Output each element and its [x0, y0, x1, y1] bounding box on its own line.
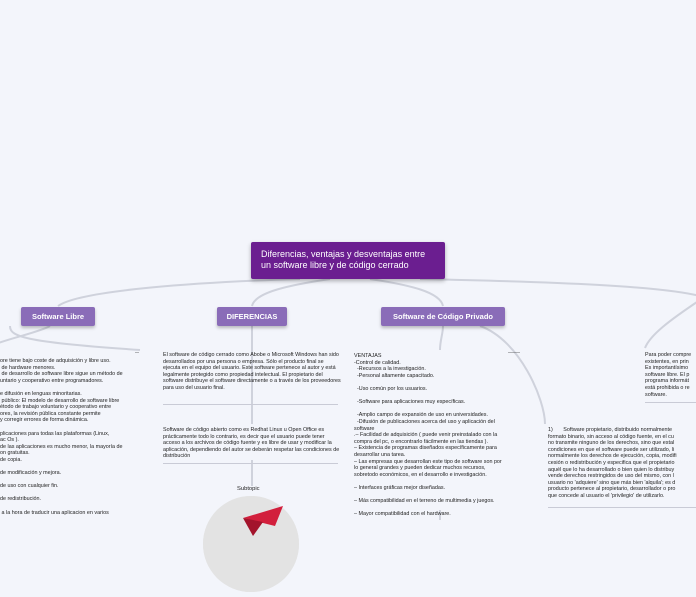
right-note-1-underline — [645, 402, 696, 403]
link-libre-left — [0, 326, 50, 346]
branch-software-libre[interactable] — [21, 307, 95, 326]
libre-ventajas-note: ore tiene bajo coste de adquisición y libre uso. de hardware menores. de desarrollo de software libre sigue un método de untario y cooperativo entre programadores. e difusión en lenguas minoritarias. público: El modelo de desarrollo de software libre étodo de trabajo voluntario y cooperativo entre ores, la revisión pública constante permite y corregir errores de forma dinámica. plicaciones para todas las plataformas (Linux, ac Os ). de las aplicaciones es mucho menor, la mayoría de on gratuitas. de copia. de modificación y mejora. de uso con cualquier fin. de redistribución. a la hora de traducir una aplicacion en varios — [0, 358, 123, 516]
privado-note-dash: ------ — [508, 350, 520, 356]
diferencias-note-1-underline — [163, 404, 338, 405]
diferencias-note-1: El software de código cerrado como Abobe o Microsoft Windows han sido desarrollados por una persona o empresa. Sólo el producto final se ejecuta en el equipo del usuario. Este software pertenece al autor y está legalmente protegido como propiedad intelectual. El propietario del software distribuye el software directamente o a través de los proveedores para uso del usuario final. — [163, 352, 343, 391]
privado-ventajas-note: VENTAJAS -Control de calidad. -Recursos a la investigación. -Personal altamente capacitado. -Uso común por los usuarios. -Software para aplicaciones muy específicas. -Amplio campo de expansión de uso en universidades. -Difusión de publicaciones acerca del uso y aplicación del software .– Facilidad de adquisición ( puede venir preinstalado con la compra del pc, o encontrarlo fácilmente en las tiendas ). – Existencia de programas diseñados específicamente para desarrollar una tarea. – Las empresas que desarrollan este tipo de software son por lo general grandes y pueden dedicar muchos recursos, sobretodo económicos, en el desarrollo e investigación. – Interfaces gráficas mejor diseñadas. – Más compatibilidad en el terreno de multimedia y juegos. – Mayor compatibilidad con el hardware. — [354, 353, 502, 518]
link-root-diferencias — [252, 279, 330, 306]
branch-software-privado[interactable] — [381, 307, 505, 326]
branch-diferencias-label: DIFERENCIAS — [226, 312, 278, 321]
right-note-2: 1) Software propietario, distribuido normalmente formato binario, sin acceso al código fuente, en el cu no transmite ninguno de los derechos, sino que estal condiciones en que el software puede ser utilizado, li normalmente los derechos de ejecución, copia, modifi cesión o redistribución y especifica que el propietario aquél que lo ha desarrollado o bien quien lo distribuy vende derechos restringidos de uso del mismo, con l usuario no 'adquiere' sino que más bien 'alquila'; es d producto pertenece al propietario, desarrollador o pro que concede al usuario el 'privilegio' de utilizarlo. — [548, 427, 677, 499]
branch-diferencias[interactable] — [217, 307, 287, 326]
libre-note-dash: -- — [135, 350, 139, 356]
link-root-libre — [58, 279, 300, 306]
root-node[interactable] — [251, 242, 445, 279]
right-note-1: Para poder compre existentes, en prin Es importantísimo software libre. El p programa informát está prohibida o re software. — [645, 352, 692, 398]
image-bubble — [203, 496, 299, 592]
branch-software-privado-label: Software de Código Privado — [392, 312, 493, 321]
diferencias-note-2: Software de código abierto como es Redhat Linux u Open Office es prácticamente todo lo contrario, es decir que el usuario puede tener acceso a los archivos de código fuente y es libre de usar y modificar la aplicación, dependiendo del autor se deberán respetar las condiciones de distribución — [163, 427, 341, 460]
link-libre-note — [10, 326, 140, 350]
root-label: Diferencias, ventajas y desventajas entre un software libre y de código cerrado — [261, 249, 426, 270]
link-root-privado — [370, 279, 443, 306]
arrow-image-icon — [203, 496, 299, 592]
branch-software-libre-label: Software Libre — [31, 312, 85, 321]
link-root-right — [420, 279, 696, 296]
diferencias-note-2-underline — [163, 463, 338, 464]
subtopic-node[interactable]: Subtopic — [237, 486, 260, 492]
link-priv-note — [440, 326, 443, 350]
link-right-1 — [645, 300, 696, 348]
right-note-2-underline — [548, 507, 696, 508]
